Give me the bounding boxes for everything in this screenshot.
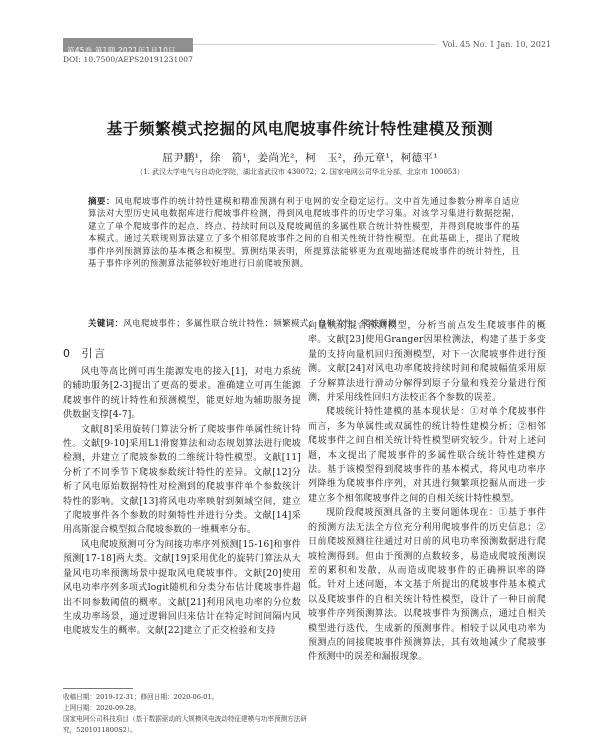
abstract	[88, 195, 520, 269]
abstract-label: 摘要：	[88, 196, 116, 206]
right-column	[308, 319, 546, 665]
paragraph: 向量机的混合预测模型，分析当前点发生爬坡事件的概率。文献[23]使用Granger因果检测法，构建了基于多变量的支持向量机回归预测模型，对下一次爬坡事件进行预测。文献[24]对风电功率爬坡持续时间和爬坡幅值采用原子分解算法进行滑动分解得到原子分量和残差分量进行预测，并采用线性回归方法校正各个参数的误差。	[308, 321, 546, 404]
footnote-funding: 国家电网公司科技项目（基于数据驱动的大规模风电波动特征建模与功率预测方法研究，5201011800S2）。	[63, 715, 307, 734]
issue-info: 第45卷 第1期 2021年1月10日	[67, 46, 176, 55]
footnote-rule	[63, 688, 133, 689]
paragraph: 风电等高比例可再生能源发电的接入[1]，对电力系统的辅助服务[2-3]提出了更高的要求。准确建立可再生能源爬坡事件的统计特性和预测模型，能更好地为辅助服务提供数据支撑[4-7]。	[63, 367, 301, 421]
section-heading	[63, 345, 107, 361]
section-title: 引言	[81, 347, 107, 360]
paragraph: 文献[8]采用旋转门算法分析了爬坡事件单属性统计特性。文献[9-10]采用L1滑窗算法和动态规划算法进行爬坡检测，并建立了爬坡参数的二维统计特性模型。文献[11]分析了不同季节下爬坡参数统计特性的差异。文献[12]分析了风电原始数据特性对检测到的爬坡事件单个参数统计特性的影响。文献[13]将风电功率映射到频域空间，建立了爬坡事件各个参数的时频特性并进行分类。文献[14]采用高斯混合模型拟合爬坡参数的一维概率分布。	[63, 424, 301, 536]
paragraph: 风电爬坡预测可分为间接功率序列预测[15-16]和事件预测[17-18]两大类。文献[19]采用优化的旋转门算法从大量风电功率预测场景中提取风电爬坡事件。文献[20]使用风电功率序列多项式logit随机和分类分布估计爬坡事件超出不同参数阈值的概率。文献[21]利用风电功率的分位数生成功率场景，通过逻辑回归来估计在特定时间间隔内风电爬坡发生的概率。文献[22]建立了正交检验和支持	[63, 539, 301, 637]
paragraph: 爬坡统计特性建模的基本现状是：①对单个爬坡事件而言，多为单属性或双属性的统计特性建模分析；②相邻爬坡事件之间自相关统计特性模型研究较少。针对上述问题，本文提出了爬坡事件的多属性联合统计特性建模方法。基于该模型得到爬坡事件的基本模式，将风电功率序列降维为爬坡事件序列，对其进行频繁项挖掘从而进一步建立多个相邻爬坡事件之间的自相关统计特性模型。	[308, 407, 546, 504]
affiliation: （1. 武汉大学电气与自动化学院，湖北省武汉市 430072；2. 国家电网公司华北分部，北京市 100053）	[136, 168, 464, 176]
paper-title: 基于频繁模式挖掘的风电爬坡事件统计特性建模及预测	[106, 120, 494, 138]
left-column	[63, 365, 301, 639]
footnotes	[63, 692, 313, 736]
doi: DOI: 10.7500/AEPS20191231007	[63, 55, 193, 64]
footnote-online: 上网日期：2020-09-28。	[63, 704, 141, 712]
abstract-text: 风电爬坡事件的统计特性建模和精准预测有利于电网的安全稳定运行。文中首先通过参数分辨率自适应算法对大型历史风电数据库进行爬坡事件检测，得到风电爬坡事件的历史学习集。对该学习集进行数据挖掘，建立了单个爬坡事件的起点、终点、持续时间以及爬坡阈值的多属性联合统计特性模型，并得到爬坡事件的基本模式。通过关联规则算法建立了多个相邻爬坡事件之间的自相关性统计特性模型。在此基础上，提出了爬坡事件序列预测算法的基本概念和模型。算例结果表明，所提算法能够更为直观地描述爬坡事件的统计特性，且基于事件序列的预测算法能够较好地进行日前爬坡预测。	[88, 196, 520, 269]
issue-info-box	[63, 38, 193, 55]
keywords-label: 关键词：	[88, 318, 124, 328]
journal-header	[63, 38, 551, 55]
section-number: 0	[63, 347, 72, 360]
paragraph: 现阶段爬坡预测具备的主要问题体现在：①基于事件的预测方法无法全方位充分利用爬坡事件的历史信息；②日前爬坡预测往往通过对日前的风电功率预测数据进行爬坡检测得到。但由于预测的点数较多，易造成爬坡预测误差的累积和发散，从而造成爬坡事件的正确辨识率的降低。针对上述问题，本文基于所提出的爬坡事件基本模式以及爬坡事件的自相关统计特性模型，设计了一种日前爬坡事件序列预测算法。以爬坡事件为预测点，通过自相关模型进行迭代，生成新的预测事件。相较于以风电功率为预测点的间接爬坡事件预测算法，其有效地减少了爬坡事件预测中的误差和漏报现象。	[308, 508, 546, 663]
footnote-received: 收稿日期：2019-12-31；修回日期：2020-06-01。	[63, 693, 219, 701]
journal-info: Vol. 45 No. 1 Jan. 10, 2021	[437, 38, 551, 52]
author-list: 屈尹鹏¹，徐 箭¹，姜尚光²，柯 玉²，孙元章¹，柯德平¹	[162, 152, 438, 164]
keywords-text: 风电爬坡事件；多属性联合统计特性；频繁模式；自相关性；爬坡预测	[123, 318, 397, 328]
